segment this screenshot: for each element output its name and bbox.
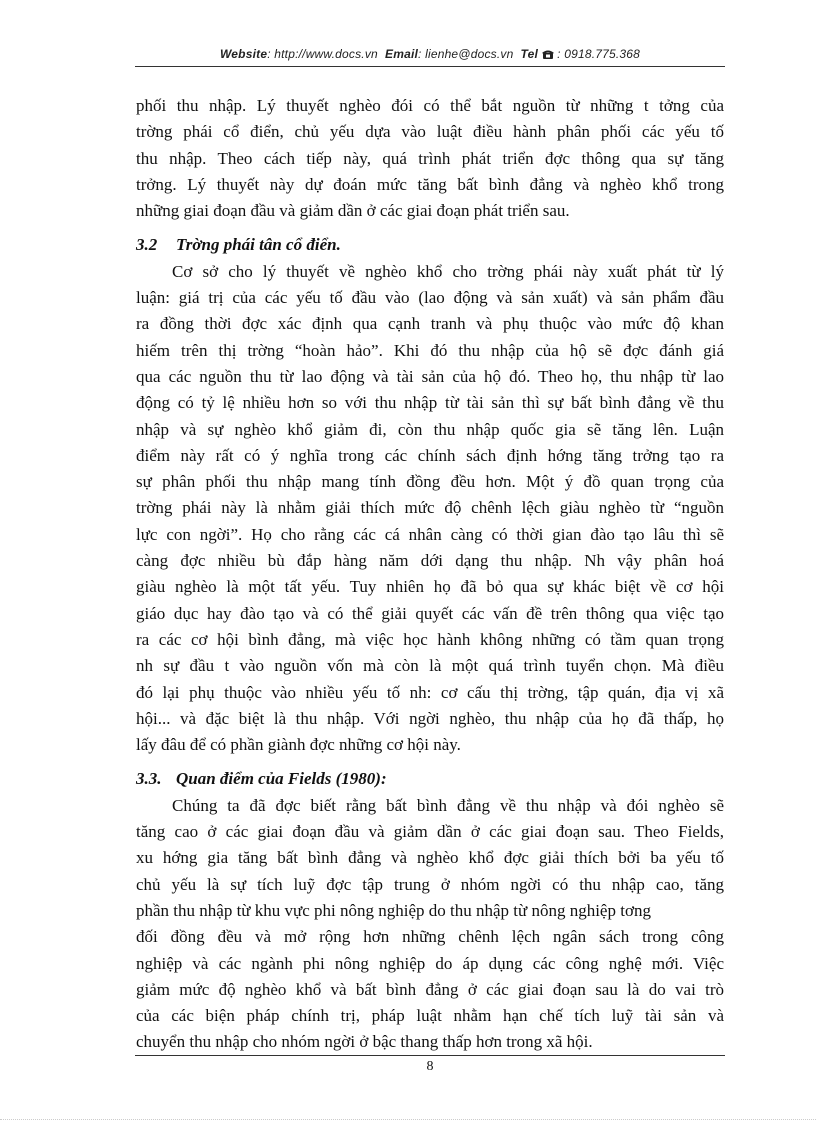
page-header xyxy=(135,47,725,61)
text-line: giáo dục hay đào tạo và có thể giải quyết các vấn đề trên thông qua việc tạo xyxy=(136,603,724,623)
text-line: những giai đoạn đầu và giảm dần ở các giai đoạn phát triển sau. xyxy=(136,201,570,221)
page-number: 8 xyxy=(426,1059,434,1074)
tel-label: Tel xyxy=(520,47,539,61)
email-value: : lienhe@docs.vn xyxy=(418,47,514,61)
text-line: xu hớng gia tăng bất bình đẳng và nghèo khổ đợc giải thích bởi ba yếu tố xyxy=(136,848,724,868)
text-line: nhập và sự nghèo khổ giảm đi, còn thu nhập quốc gia sẽ tăng lên. Luận xyxy=(136,419,724,439)
text-line: hội... và đặc biệt là thu nhập. Với ngời nghèo, thu nhập của họ đã thấp, họ xyxy=(136,708,724,728)
section-3-2-body xyxy=(136,259,724,759)
text-line: phần thu nhập từ khu vực phi nông nghiệp do thu nhập từ nông nghiệp tơng xyxy=(136,900,651,920)
section-3-3-body xyxy=(136,793,724,1056)
phone-icon xyxy=(542,47,558,61)
footer-divider xyxy=(135,1055,725,1056)
email-label: Email xyxy=(385,47,419,61)
text-line: Chúng ta đã đợc biết rằng bất bình đẳng về thu nhập và đói nghèo sẽ xyxy=(172,795,724,815)
text-line: tăng cao ở các giai đoạn đầu và giảm dần ở các giai đoạn sau. Theo Fields, xyxy=(136,822,724,842)
text-line: động có tỷ lệ nhiều hơn so với thu nhập từ tài sản thì sự bất bình đẳng về thu xyxy=(136,393,724,413)
section-title: Quan điểm của Fields (1980): xyxy=(176,769,387,789)
page-bottom-edge xyxy=(0,1119,816,1120)
text-line: giàu nghèo là một tất yếu. Tuy nhiên họ đã bỏ qua sự khác biệt về cơ hội xyxy=(136,577,724,597)
text-line: của các biện pháp chính trị, pháp luật nhằm hạn chế tích luỹ tài sản và xyxy=(136,1006,724,1026)
text-line: Cơ sở cho lý thuyết về nghèo khổ cho trờng phái này xuất phát từ lý xyxy=(172,261,724,281)
section-number: 3.2 xyxy=(136,235,158,255)
page-content xyxy=(136,93,724,1056)
text-line: lấy đâu để có phần giành đợc những cơ hội này. xyxy=(136,735,461,755)
section-title: Trờng phái tân cổ điển. xyxy=(176,235,341,255)
text-line: nh sự đầu t vào nguồn vốn mà còn là một quá trình tuyển chọn. Mà điều xyxy=(136,656,724,676)
text-line: giảm mức độ nghèo khổ và bất bình đẳng ở các giai đoạn sau là do vai trò xyxy=(136,979,724,999)
text-line: chuyển thu nhập cho nhóm ngời ở bậc thang thấp hơn trong xã hội. xyxy=(136,1032,593,1052)
text-line: trờng phái cổ điển, chủ yếu dựa vào luật điều hành phân phối các yếu tố xyxy=(136,122,724,142)
text-line: thu nhập. Theo cách tiếp này, quá trình phát triển đợc thông qua sự tăng xyxy=(136,148,724,168)
text-line: qua các nguồn thu từ lao động và tài sản của hộ đó. Theo họ, thu nhập từ lao xyxy=(136,366,724,386)
text-line: đó lại phụ thuộc vào nhiều yếu tố nh: cơ cấu thị trờng, tập quán, địa vị xã xyxy=(136,682,724,702)
section-number: 3.3. xyxy=(136,769,162,789)
tel-value: : 0918.775.368 xyxy=(557,47,640,61)
text-line: nghiệp và các ngành phi nông nghiệp do áp dụng các công nghệ mới. Việc xyxy=(136,953,724,973)
text-line: đối đồng đều và mở rộng hơn những chênh lệch ngân sách trong công xyxy=(136,927,724,947)
text-line: ra đồng thời đợc xác định qua cạnh tranh và phụ thuộc vào mức độ khan xyxy=(136,314,724,334)
section-heading-3-2 xyxy=(136,232,724,258)
text-line: chủ yếu là sự tích luỹ đợc tập trung ở nhóm ngời có thu nhập cao, tăng xyxy=(136,874,724,894)
website-label: Website xyxy=(220,47,268,61)
text-line: sự phân phối thu nhập mang tính đồng đều hơn. Một ý đồ quan trọng của xyxy=(136,472,724,492)
text-line: luận: giá trị của các yếu tố đầu vào (lao động và sản xuất) và sản phẩm đầu xyxy=(136,288,724,308)
text-line: trờng phái này là nhằm giải thích mức độ chênh lệch giàu nghèo từ “nguồn xyxy=(136,498,724,518)
text-line: hiếm trên thị trờng “hoàn hảo”. Khi đó thu nhập của hộ sẽ đợc đánh giá xyxy=(136,340,724,360)
text-line: càng đợc nhiều bù đắp hàng năm dới dạng thu nhập. Nh vậy phân hoá xyxy=(136,551,724,571)
header-divider xyxy=(135,66,725,67)
text-line: trởng. Lý thuyết này dự đoán mức tăng bất bình đẳng và nghèo khổ trong xyxy=(136,174,724,194)
paragraph-1 xyxy=(136,93,724,224)
text-line: lực con ngời”. Họ cho rằng các cá nhân càng có thời gian đào tạo lâu thì sẽ xyxy=(136,524,724,544)
section-heading-3-3 xyxy=(136,766,724,792)
text-line: ra các cơ hội bình đẳng, mà việc học hành không những có tầm quan trọng xyxy=(136,629,724,649)
text-line: phối thu nhập. Lý thuyết nghèo đói có thể bắt nguồn từ những t tởng của xyxy=(136,96,724,115)
website-value: : http://www.docs.vn xyxy=(267,47,378,61)
text-line: điểm này rất có ý nghĩa trong các chính sách định hớng tăng trởng tạo ra xyxy=(136,445,724,465)
